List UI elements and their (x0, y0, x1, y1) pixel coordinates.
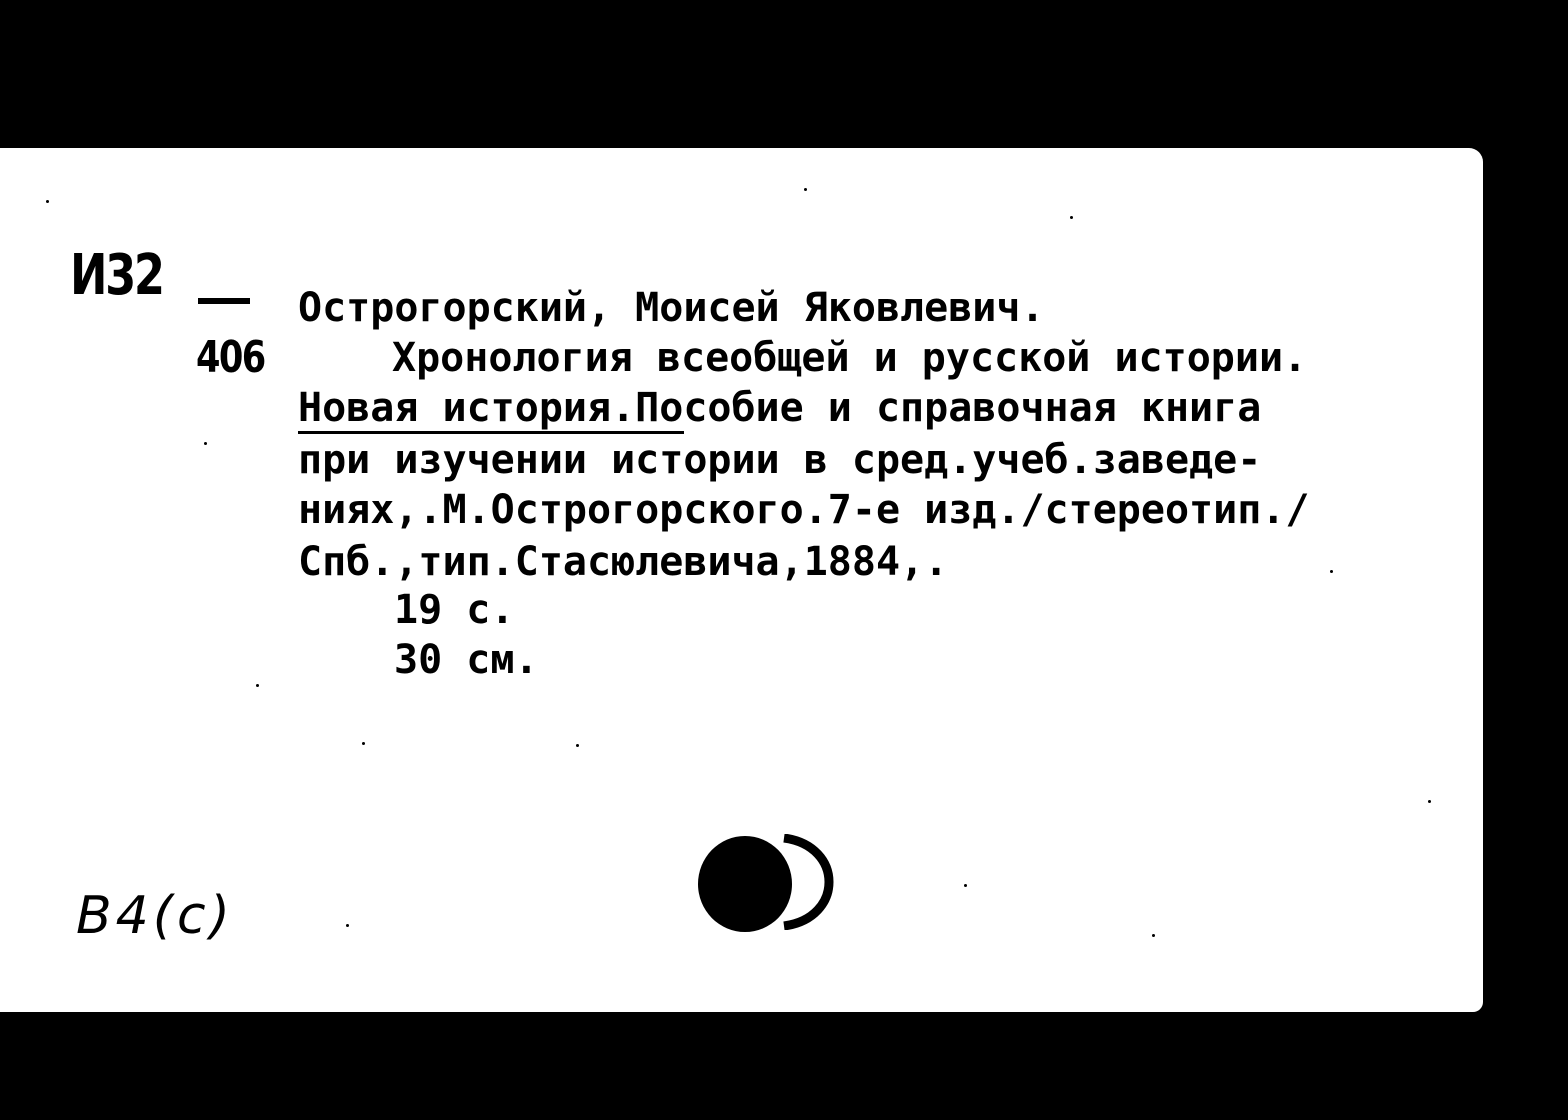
dust-speck (256, 684, 259, 687)
author-heading: Острогорский, Моисей Яковлевич. (298, 285, 1045, 331)
call-number-bottom: 406 (196, 332, 265, 383)
dust-speck (362, 742, 365, 745)
shelf-mark: В4(с) (76, 886, 234, 946)
dimensions: 30 см. (394, 637, 539, 683)
series-underline (298, 431, 684, 434)
imprint-line: Спб.,тип.Стасюлевича,1884,. (298, 539, 949, 585)
dust-speck (1070, 216, 1073, 219)
dust-speck (204, 442, 207, 445)
dust-speck (1428, 800, 1431, 803)
dust-speck (1152, 934, 1155, 937)
title-line-3: при изучении истории в сред.учеб.заведе- (298, 437, 1262, 483)
dust-speck (1330, 570, 1333, 573)
call-number-dash (198, 298, 250, 304)
title-line-1: Хронология всеобщей и русской истории. (392, 335, 1308, 381)
dust-speck (346, 924, 349, 927)
call-number-top: И32 (70, 243, 163, 308)
dust-speck (964, 884, 967, 887)
punch-hole-edge-icon (744, 834, 840, 930)
title-line-2: Новая история.Пособие и справочная книга (298, 385, 1262, 431)
dust-speck (804, 188, 807, 191)
catalog-card (0, 148, 1483, 1012)
dust-speck (46, 200, 49, 203)
title-line-4: ниях,.М.Острогорского.7-е изд./стереотип./ (298, 487, 1310, 533)
dust-speck (576, 744, 579, 747)
pagination: 19 с. (394, 587, 515, 633)
